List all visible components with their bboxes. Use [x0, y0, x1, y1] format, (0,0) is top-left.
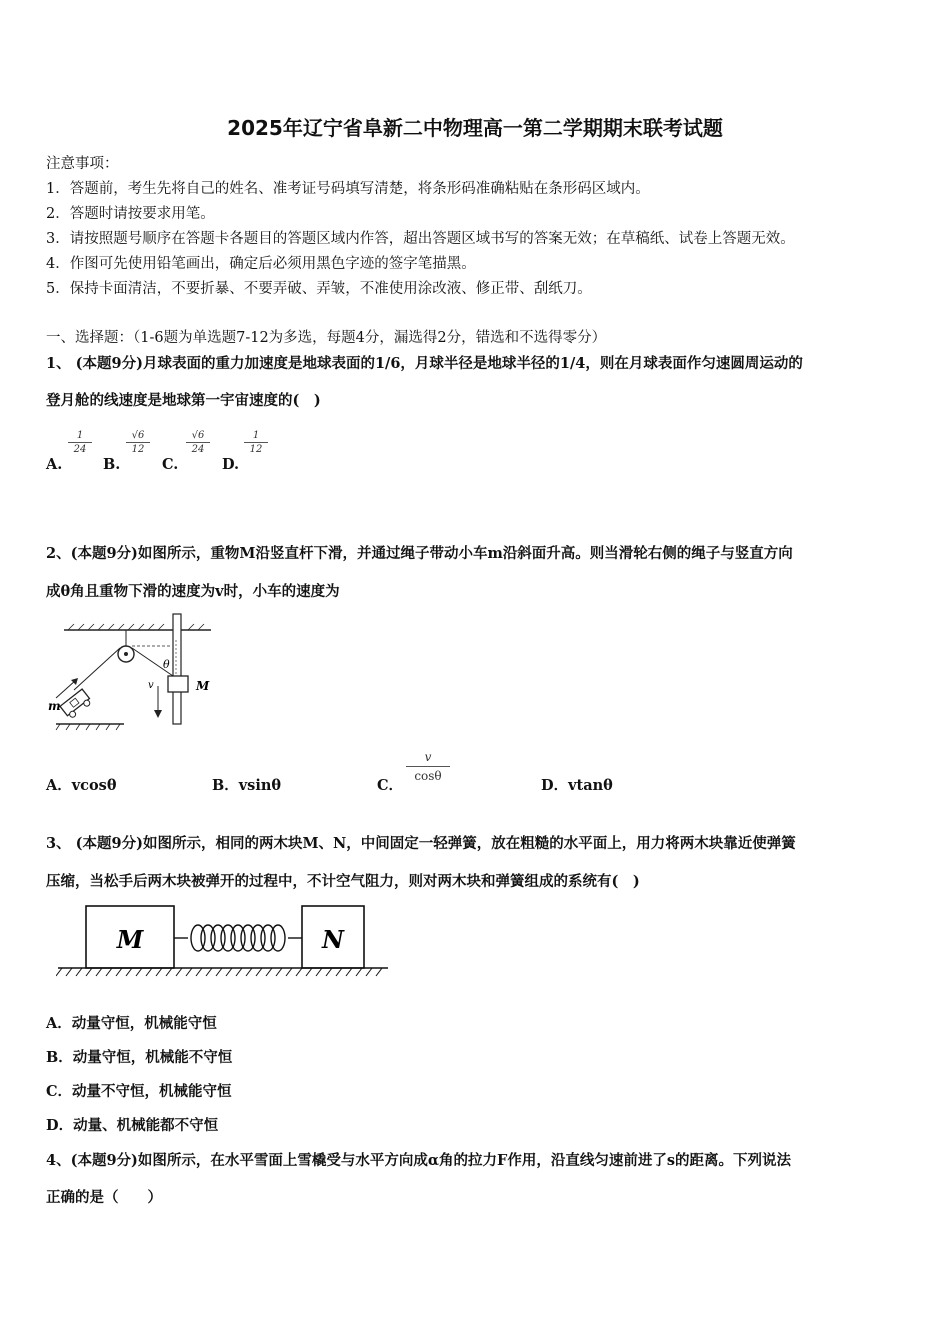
- q3-spring-figure: [56, 902, 392, 982]
- notice-item: 1．答题前，考生先将自己的姓名、准考证号码填写清楚，将条形码准确粘贴在条形码区域内。: [46, 181, 650, 197]
- q3-option-d: D．动量、机械能都不守恒: [46, 1117, 219, 1134]
- q2-m-label: m: [48, 699, 61, 713]
- q2-option-b: B．vsinθ: [212, 777, 282, 794]
- q1-stem-line2: 登月舱的线速度是地球第一宇宙速度的( ): [46, 392, 321, 409]
- q1-option-c-fraction: √6 24: [186, 430, 210, 455]
- notice-heading: 注意事项：: [46, 156, 119, 172]
- q1-option-c-label: C.: [162, 456, 179, 473]
- q2-stem-line2: 成θ角且重物下滑的速度为v时，小车的速度为: [46, 583, 340, 600]
- q2-pulley-figure: [46, 610, 216, 732]
- q1-option-d-label: D.: [222, 456, 240, 473]
- q4-stem-line1: 4、(本题9分)如图所示，在水平雪面上雪橇受与水平方向成α角的拉力F作用，沿直线匀速前进了s的距离。下列说法: [46, 1152, 792, 1169]
- q2-theta-label: θ: [163, 658, 170, 671]
- notice-item: 5．保持卡面清洁，不要折暴、不要弄破、弄皱，不准使用涂改液、修正带、刮纸刀。: [46, 281, 592, 297]
- q1-option-a-label: A.: [46, 456, 63, 473]
- q3-option-b: B．动量守恒，机械能不守恒: [46, 1049, 233, 1066]
- q2-option-a: A．vcosθ: [46, 777, 117, 794]
- notice-item: 2．答题时请按要求用笔。: [46, 206, 215, 222]
- q3-M-label: M: [116, 925, 144, 954]
- notice-item: 3．请按照题号顺序在答题卡各题目的答题区域内作答，超出答题区域书写的答案无效；在草稿纸、试卷上答题无效。: [46, 231, 795, 247]
- q2-option-c-label: C．: [377, 777, 404, 794]
- q2-stem-line1: 2、(本题9分)如图所示，重物M沿竖直杆下滑，并通过绳子带动小车m沿斜面升高。则当滑轮右侧的绳子与竖直方向: [46, 545, 793, 562]
- q3-option-c: C．动量不守恒，机械能守恒: [46, 1083, 232, 1100]
- q1-option-d-fraction: 1 12: [244, 430, 268, 455]
- q3-option-a: A．动量守恒，机械能守恒: [46, 1015, 217, 1032]
- page-title: 2025年辽宁省阜新二中物理高一第二学期期末联考试题: [227, 116, 723, 140]
- notice-item: 4．作图可先使用铅笔画出，确定后必须用黑色字迹的签字笔描黑。: [46, 256, 476, 272]
- q3-stem-line1: 3、 (本题9分)如图所示，相同的两木块M、N，中间固定一轻弹簧，放在粗糙的水平面上，用力将两木块靠近使弹簧: [46, 835, 796, 852]
- q2-option-d: D．vtanθ: [541, 777, 613, 794]
- q4-stem-line2: 正确的是（ ）: [46, 1189, 162, 1206]
- q2-option-c-fraction: v cosθ: [406, 750, 450, 783]
- q3-stem-line2: 压缩，当松手后两木块被弹开的过程中，不计空气阻力，则对两木块和弹簧组成的系统有( ): [46, 873, 640, 890]
- q1-option-b-fraction: √6 12: [126, 430, 150, 455]
- q2-v-label: v: [148, 680, 154, 691]
- q3-N-label: N: [322, 925, 344, 954]
- q1-option-b-label: B.: [103, 456, 121, 473]
- section-heading: 一、选择题：（1-6题为单选题7-12为多选，每题4分，漏选得2分，错选和不选得零分）: [46, 330, 607, 346]
- q2-M-label: M: [196, 679, 210, 693]
- q1-stem-line1: 1、 (本题9分)月球表面的重力加速度是地球表面的1/6，月球半径是地球半径的1/4，则在月球表面作匀速圆周运动的: [46, 355, 803, 372]
- q1-option-a-fraction: 1 24: [68, 430, 92, 455]
